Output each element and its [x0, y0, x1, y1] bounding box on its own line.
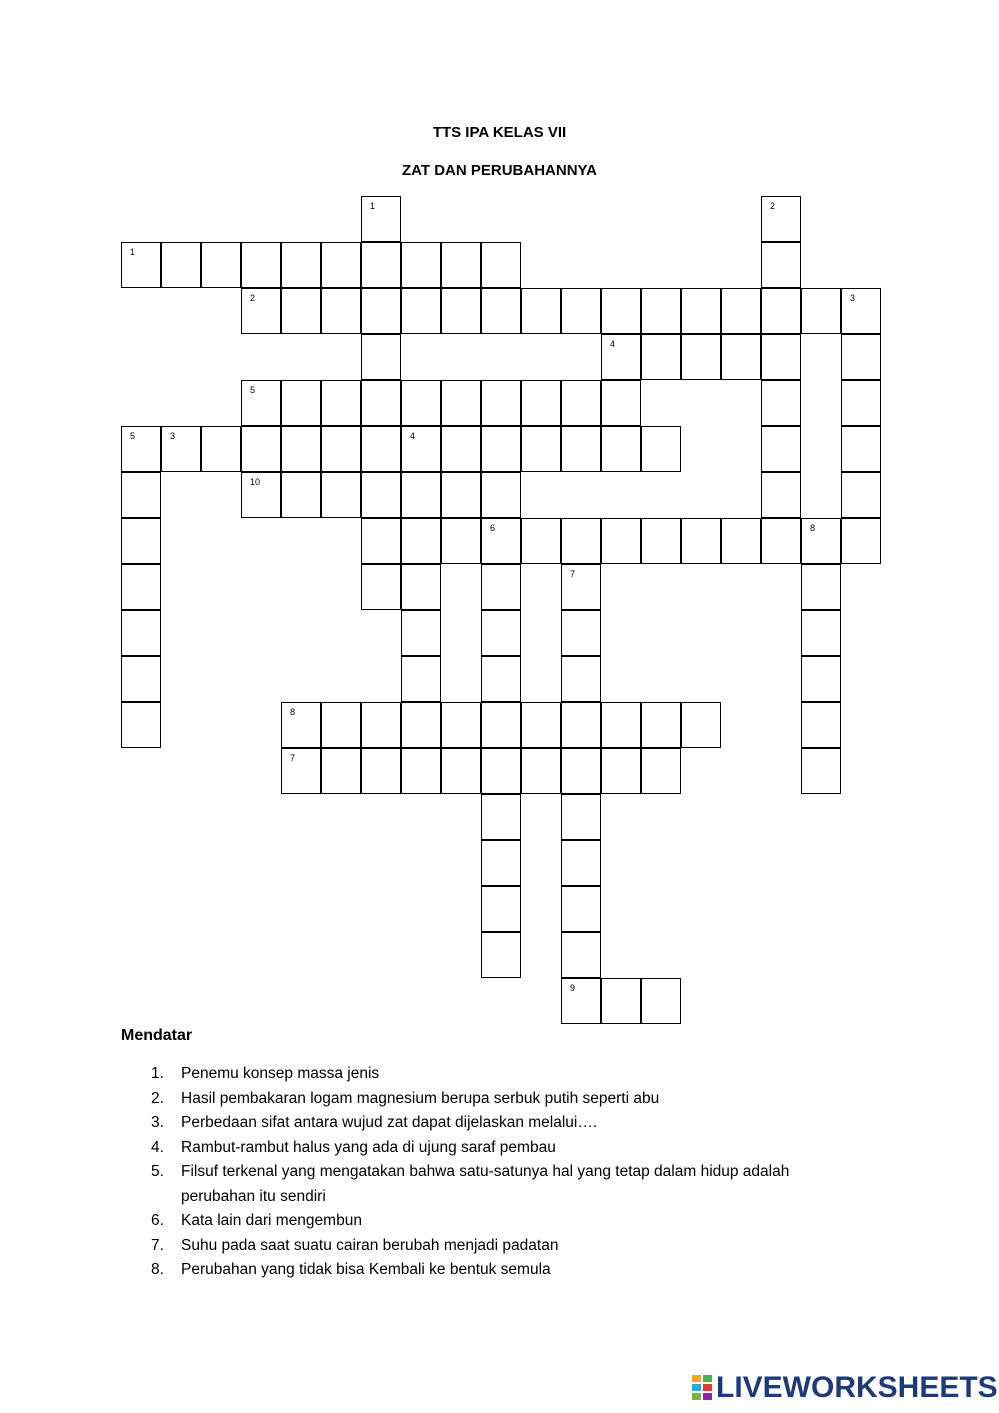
- crossword-cell[interactable]: [321, 242, 361, 288]
- crossword-cell[interactable]: [801, 288, 841, 334]
- crossword-cell[interactable]: [561, 978, 601, 1024]
- crossword-cell[interactable]: [761, 426, 801, 472]
- crossword-cell[interactable]: [401, 288, 441, 334]
- crossword-cell[interactable]: [401, 656, 441, 702]
- page-title: TTS IPA KELAS VII: [432, 124, 567, 141]
- crossword-cell[interactable]: [841, 472, 881, 518]
- crossword-cell[interactable]: [841, 426, 881, 472]
- clue-text: Rambut-rambut halus yang ada di ujung saraf pembau: [181, 1138, 556, 1156]
- crossword-cell[interactable]: [281, 748, 321, 794]
- crossword-cell[interactable]: [761, 380, 801, 426]
- crossword-cell[interactable]: [321, 748, 361, 794]
- clue-number-label: 4: [410, 431, 416, 441]
- crossword-cell[interactable]: [521, 518, 561, 564]
- crossword-cell[interactable]: [681, 518, 721, 564]
- crossword-cell[interactable]: [761, 518, 801, 564]
- crossword-cell[interactable]: [361, 518, 401, 564]
- crossword-cell[interactable]: [481, 932, 521, 978]
- crossword-cell[interactable]: [761, 196, 801, 242]
- crossword-cell[interactable]: [561, 886, 601, 932]
- crossword-cell[interactable]: [481, 288, 521, 334]
- crossword-cell[interactable]: [121, 518, 161, 564]
- crossword-cell[interactable]: [401, 702, 441, 748]
- crossword-cell[interactable]: [201, 242, 241, 288]
- crossword-cell[interactable]: [361, 242, 401, 288]
- crossword-cell[interactable]: [601, 288, 641, 334]
- crossword-cell[interactable]: [601, 334, 641, 380]
- clue-number: 2.: [151, 1089, 164, 1107]
- crossword-cell[interactable]: [121, 472, 161, 518]
- crossword-cell[interactable]: [761, 472, 801, 518]
- crossword-cell[interactable]: [401, 472, 441, 518]
- clue-item: [142, 1258, 862, 1283]
- liveworksheets-brand: [692, 1370, 998, 1406]
- clue-text: Perbedaan sifat antara wujud zat dapat dijelaskan melalui….: [181, 1114, 598, 1131]
- clue-list: [142, 1062, 862, 1283]
- clue-text: Kata lain dari mengembun: [181, 1212, 362, 1229]
- crossword-cell[interactable]: [121, 656, 161, 702]
- crossword-cell[interactable]: [801, 748, 841, 794]
- crossword-cell[interactable]: [241, 242, 281, 288]
- crossword-cell[interactable]: [401, 748, 441, 794]
- crossword-cell[interactable]: [561, 610, 601, 656]
- crossword-cell[interactable]: [561, 840, 601, 886]
- crossword-cell[interactable]: [521, 288, 561, 334]
- crossword-cell[interactable]: [721, 334, 761, 380]
- crossword-cell[interactable]: [561, 702, 601, 748]
- crossword-cell[interactable]: [641, 748, 681, 794]
- crossword-cell[interactable]: [241, 426, 281, 472]
- clue-number-label: 7: [570, 569, 576, 579]
- crossword-cell[interactable]: [641, 288, 681, 334]
- crossword-cell[interactable]: [481, 242, 521, 288]
- crossword-cell[interactable]: [561, 794, 601, 840]
- crossword-cell[interactable]: [281, 426, 321, 472]
- crossword-cell[interactable]: [241, 472, 281, 518]
- clue-number-label: 4: [610, 339, 616, 349]
- crossword-cell[interactable]: [281, 288, 321, 334]
- crossword-cell[interactable]: [321, 702, 361, 748]
- crossword-cell[interactable]: [401, 380, 441, 426]
- crossword-cell[interactable]: [401, 610, 441, 656]
- crossword-cell[interactable]: [441, 380, 481, 426]
- crossword-cell[interactable]: [561, 564, 601, 610]
- crossword-cell[interactable]: [361, 426, 401, 472]
- crossword-cell[interactable]: [121, 610, 161, 656]
- crossword-cell[interactable]: [441, 242, 481, 288]
- crossword-cell[interactable]: [441, 748, 481, 794]
- clue-item: [142, 1234, 862, 1259]
- clue-item: [142, 1136, 862, 1161]
- crossword-cell[interactable]: [601, 702, 641, 748]
- clue-number-label: 7: [290, 753, 296, 763]
- crossword-cell[interactable]: [401, 426, 441, 472]
- crossword-cell[interactable]: [521, 426, 561, 472]
- crossword-cell[interactable]: [721, 288, 761, 334]
- crossword-cell[interactable]: [681, 288, 721, 334]
- crossword-cell[interactable]: [481, 564, 521, 610]
- clue-number-label: 1: [130, 247, 136, 257]
- clue-number: 6.: [151, 1212, 164, 1229]
- crossword-cell[interactable]: [481, 656, 521, 702]
- clue-text: Hasil pembakaran logam magnesium berupa serbuk putih seperti abu: [181, 1089, 660, 1107]
- crossword-cell[interactable]: [481, 472, 521, 518]
- crossword-cell[interactable]: [601, 748, 641, 794]
- page-subtitle: ZAT DAN PERUBAHANNYA: [401, 162, 597, 179]
- crossword-cell[interactable]: [441, 702, 481, 748]
- crossword-cell[interactable]: [121, 426, 161, 472]
- crossword-cell[interactable]: [841, 288, 881, 334]
- crossword-cell[interactable]: [521, 380, 561, 426]
- crossword-cell[interactable]: [801, 610, 841, 656]
- liveworksheets-logo-icon: [692, 1375, 714, 1401]
- crossword-cell[interactable]: [521, 748, 561, 794]
- crossword-cell[interactable]: [561, 748, 601, 794]
- crossword-cell[interactable]: [361, 748, 401, 794]
- crossword-cell[interactable]: [361, 380, 401, 426]
- crossword-cell[interactable]: [641, 702, 681, 748]
- crossword-cell[interactable]: [641, 518, 681, 564]
- crossword-cell[interactable]: [801, 656, 841, 702]
- clue-number-label: 3: [170, 431, 176, 441]
- crossword-cell[interactable]: [161, 242, 201, 288]
- crossword-cell[interactable]: [521, 702, 561, 748]
- clue-number-label: 1: [370, 201, 376, 211]
- crossword-cell[interactable]: [401, 564, 441, 610]
- crossword-cell[interactable]: [601, 426, 641, 472]
- crossword-cell[interactable]: [361, 288, 401, 334]
- clue-item: [142, 1087, 862, 1112]
- clue-number-label: 6: [490, 523, 496, 533]
- crossword-cell[interactable]: [481, 380, 521, 426]
- clue-number-label: 8: [810, 523, 816, 533]
- crossword-cell[interactable]: [361, 196, 401, 242]
- crossword-cell[interactable]: [561, 288, 601, 334]
- clue-number-label: 5: [130, 431, 136, 441]
- crossword-cell[interactable]: [841, 518, 881, 564]
- crossword-cell[interactable]: [561, 932, 601, 978]
- clue-item: [142, 1062, 862, 1087]
- crossword-cell[interactable]: [121, 242, 161, 288]
- crossword-cell[interactable]: [601, 518, 641, 564]
- clue-number-label: 2: [250, 293, 256, 303]
- crossword-cell[interactable]: [761, 242, 801, 288]
- crossword-cell[interactable]: [281, 242, 321, 288]
- crossword-cell[interactable]: [321, 380, 361, 426]
- clue-text: Suhu pada saat suatu cairan berubah menjadi padatan: [181, 1236, 559, 1254]
- crossword-cell[interactable]: [641, 334, 681, 380]
- crossword-cell[interactable]: [481, 840, 521, 886]
- crossword-cell[interactable]: [481, 702, 521, 748]
- crossword-cell[interactable]: [361, 702, 401, 748]
- crossword-cell[interactable]: [641, 426, 681, 472]
- clue-item: [142, 1209, 862, 1234]
- clue-text: Perubahan yang tidak bisa Kembali ke bentuk semula: [181, 1261, 551, 1278]
- crossword-cell[interactable]: [321, 472, 361, 518]
- clue-number: 4.: [151, 1138, 164, 1156]
- crossword-cell[interactable]: [481, 610, 521, 656]
- crossword-cell[interactable]: [841, 380, 881, 426]
- clue-number: 8.: [151, 1261, 164, 1278]
- crossword-cell[interactable]: [561, 426, 601, 472]
- crossword-cell[interactable]: [561, 656, 601, 702]
- crossword-cell[interactable]: [721, 518, 761, 564]
- clue-item: [142, 1160, 862, 1209]
- brand-name: LIVEWORKSHEETS: [716, 1371, 998, 1404]
- crossword-cell[interactable]: [801, 702, 841, 748]
- crossword-cell[interactable]: [481, 426, 521, 472]
- crossword-cell[interactable]: [481, 794, 521, 840]
- clue-item: [142, 1111, 862, 1136]
- crossword-cell[interactable]: [481, 886, 521, 932]
- crossword-cell[interactable]: [281, 702, 321, 748]
- clue-number: 1.: [151, 1065, 164, 1082]
- crossword-cell[interactable]: [441, 472, 481, 518]
- crossword-cell[interactable]: [401, 242, 441, 288]
- crossword-cell[interactable]: [121, 564, 161, 610]
- clue-number-label: 2: [770, 201, 776, 211]
- clue-number: 7.: [151, 1236, 164, 1254]
- crossword-cell[interactable]: [801, 518, 841, 564]
- clue-number-label: 9: [570, 983, 576, 993]
- crossword-cell[interactable]: [561, 380, 601, 426]
- crossword-cell[interactable]: [681, 702, 721, 748]
- crossword-cell[interactable]: [601, 380, 641, 426]
- crossword-cell[interactable]: [841, 334, 881, 380]
- crossword-cell[interactable]: [761, 334, 801, 380]
- crossword-cell[interactable]: [361, 564, 401, 610]
- clues-heading: Mendatar: [121, 1027, 193, 1044]
- crossword-cell[interactable]: [121, 702, 161, 748]
- clue-number-label: 8: [290, 707, 296, 717]
- crossword-cell[interactable]: [601, 978, 641, 1024]
- clue-number-label: 10: [250, 477, 261, 487]
- crossword-cell[interactable]: [441, 518, 481, 564]
- crossword-cell[interactable]: [641, 978, 681, 1024]
- clue-number-label: 3: [850, 293, 856, 303]
- crossword-cell[interactable]: [281, 472, 321, 518]
- crossword-cell[interactable]: [761, 288, 801, 334]
- crossword-cell[interactable]: [681, 334, 721, 380]
- clue-number: 5.: [151, 1163, 164, 1180]
- crossword-cell[interactable]: [201, 426, 241, 472]
- crossword-cell[interactable]: [241, 288, 281, 334]
- clue-number: 3.: [151, 1114, 164, 1131]
- crossword-cell[interactable]: [561, 518, 601, 564]
- crossword-cell[interactable]: [281, 380, 321, 426]
- crossword-cell[interactable]: [441, 288, 481, 334]
- crossword-cell[interactable]: [161, 426, 201, 472]
- crossword-cell[interactable]: [441, 426, 481, 472]
- clue-text: Filsuf terkenal yang mengatakan bahwa satu-satunya hal yang tetap dalam hidup adalah perubahan itu sendiri: [181, 1163, 790, 1205]
- crossword-cell[interactable]: [241, 380, 281, 426]
- clue-number-label: 5: [250, 385, 256, 395]
- crossword-cell[interactable]: [801, 564, 841, 610]
- crossword-cell[interactable]: [481, 748, 521, 794]
- crossword-cell[interactable]: [321, 426, 361, 472]
- crossword-cell[interactable]: [361, 334, 401, 380]
- crossword-cell[interactable]: [361, 472, 401, 518]
- clue-text: Penemu konsep massa jenis: [181, 1065, 380, 1082]
- crossword-cell[interactable]: [481, 518, 521, 564]
- crossword-cell[interactable]: [321, 288, 361, 334]
- crossword-cell[interactable]: [401, 518, 441, 564]
